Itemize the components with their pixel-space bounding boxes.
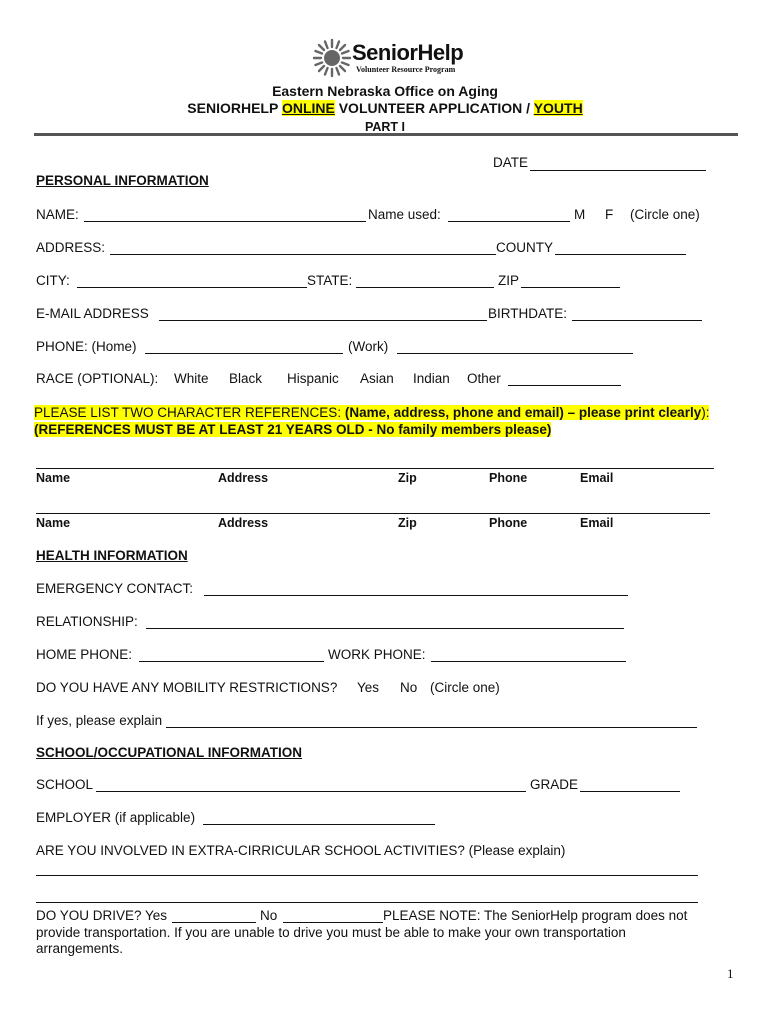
logo-subtitle: Volunteer Resource Program <box>356 65 456 74</box>
mobility-label: DO YOU HAVE ANY MOBILITY RESTRICTIONS? <box>36 680 338 695</box>
extra-activities-field-2[interactable] <box>36 902 698 903</box>
extra-activities-field[interactable] <box>36 875 698 876</box>
reference-1-field[interactable] <box>36 468 714 469</box>
references-details: (Name, address, phone and email) – please print clearly <box>344 405 702 420</box>
race-white[interactable]: White <box>174 371 209 386</box>
birthdate-field[interactable] <box>572 320 702 321</box>
extra-activities-label: ARE YOU INVOLVED IN EXTRA-CIRRICULAR SCHOOL ACTIVITIES? (Please explain) <box>36 843 566 858</box>
logo-title: SeniorHelp <box>352 40 464 65</box>
city-label: CITY: <box>36 273 70 288</box>
race-black[interactable]: Black <box>229 371 263 386</box>
grade-label: GRADE <box>530 777 579 792</box>
references-line-2: (REFERENCES MUST BE AT LEAST 21 YEARS OLD - No family members please) <box>34 422 552 437</box>
school-label: SCHOOL <box>36 777 94 792</box>
page-number: 1 <box>727 966 734 981</box>
title-part-1: SENIORHELP <box>187 100 282 116</box>
mobility-yes[interactable]: Yes <box>357 680 380 695</box>
health-heading: HEALTH INFORMATION <box>36 548 188 563</box>
school-heading: SCHOOL/OCCUPATIONAL INFORMATION <box>36 745 302 760</box>
mobility-circle-note: (Circle one) <box>430 680 500 695</box>
name-used-field[interactable] <box>448 221 570 222</box>
emergency-field[interactable] <box>204 595 628 596</box>
address-field[interactable] <box>110 254 496 255</box>
zip-field[interactable] <box>521 287 620 288</box>
drive-no-label: No <box>260 908 278 923</box>
references-close: ): <box>701 405 710 420</box>
references-intro: PLEASE LIST TWO CHARACTER REFERENCES: <box>34 405 345 420</box>
race-asian[interactable]: Asian <box>360 371 394 386</box>
emergency-label: EMERGENCY CONTACT: <box>36 581 194 596</box>
phone-home-label: PHONE: (Home) <box>36 339 137 354</box>
title-part-3: VOLUNTEER APPLICATION / <box>334 100 534 116</box>
references-notice <box>34 404 734 438</box>
ref1-col-address: Address <box>218 471 269 485</box>
state-field[interactable] <box>356 287 494 288</box>
phone-home-field[interactable] <box>145 353 343 354</box>
ref2-col-address: Address <box>218 516 269 530</box>
school-field[interactable] <box>96 791 526 792</box>
part-label: PART I <box>364 120 406 134</box>
ref2-col-email: Email <box>580 516 614 530</box>
birthdate-label: BIRTHDATE: <box>488 306 568 321</box>
email-field[interactable] <box>159 320 487 321</box>
address-label: ADDRESS: <box>36 240 106 255</box>
ref2-col-phone: Phone <box>489 516 528 530</box>
email-label: E-MAIL ADDRESS <box>36 306 149 321</box>
title-youth: YOUTH <box>533 100 583 116</box>
phone-work-label: (Work) <box>348 339 389 354</box>
ref1-col-name: Name <box>36 471 71 485</box>
transportation-note: PLEASE NOTE: The SeniorHelp program does not provide transportation. If you are unable to drive you must be able to make your own transportation arrangements. <box>36 908 688 956</box>
race-other-field[interactable] <box>508 385 621 386</box>
race-hispanic[interactable]: Hispanic <box>287 371 339 386</box>
circle-one-note: (Circle one) <box>630 207 700 222</box>
relationship-label: RELATIONSHIP: <box>36 614 138 629</box>
org-name: Eastern Nebraska Office on Aging <box>272 83 498 99</box>
name-label: NAME: <box>36 207 79 222</box>
gender-m[interactable]: M <box>574 207 586 222</box>
work-phone-field[interactable] <box>431 661 626 662</box>
home-phone-label: HOME PHONE: <box>36 647 133 662</box>
seniorhelp-logo <box>312 38 512 82</box>
ref2-col-name: Name <box>36 516 71 530</box>
phone-work-field[interactable] <box>397 353 633 354</box>
sun-icon <box>312 38 352 78</box>
references-line-1 <box>34 405 709 420</box>
race-indian[interactable]: Indian <box>413 371 450 386</box>
date-field[interactable] <box>530 170 706 171</box>
zip-label: ZIP <box>498 273 520 288</box>
race-other[interactable]: Other <box>467 371 501 386</box>
gender-f[interactable]: F <box>605 207 614 222</box>
mobility-no[interactable]: No <box>400 680 418 695</box>
page-title <box>0 100 770 116</box>
ref1-col-phone: Phone <box>489 471 528 485</box>
name-field[interactable] <box>84 221 366 222</box>
date-label: DATE <box>493 155 529 170</box>
employer-field[interactable] <box>203 824 435 825</box>
name-used-label: Name used: <box>368 207 441 222</box>
home-phone-field[interactable] <box>139 661 324 662</box>
city-field[interactable] <box>77 287 307 288</box>
county-field[interactable] <box>555 254 686 255</box>
personal-heading: PERSONAL INFORMATION <box>36 173 209 188</box>
relationship-field[interactable] <box>146 628 624 629</box>
drive-label: DO YOU DRIVE? Yes <box>36 908 168 923</box>
grade-field[interactable] <box>580 791 680 792</box>
county-label: COUNTY <box>496 240 553 255</box>
race-label: RACE (OPTIONAL): <box>36 371 159 386</box>
ref1-col-email: Email <box>580 471 614 485</box>
ref1-col-zip: Zip <box>398 471 417 485</box>
reference-2-field[interactable] <box>36 513 710 514</box>
ref2-col-zip: Zip <box>398 516 417 530</box>
title-online: ONLINE <box>281 100 335 116</box>
state-label: STATE: <box>307 273 353 288</box>
explain-field[interactable] <box>166 727 697 728</box>
explain-label: If yes, please explain <box>36 713 163 728</box>
work-phone-label: WORK PHONE: <box>328 647 426 662</box>
employer-label: EMPLOYER (if applicable) <box>36 810 196 825</box>
